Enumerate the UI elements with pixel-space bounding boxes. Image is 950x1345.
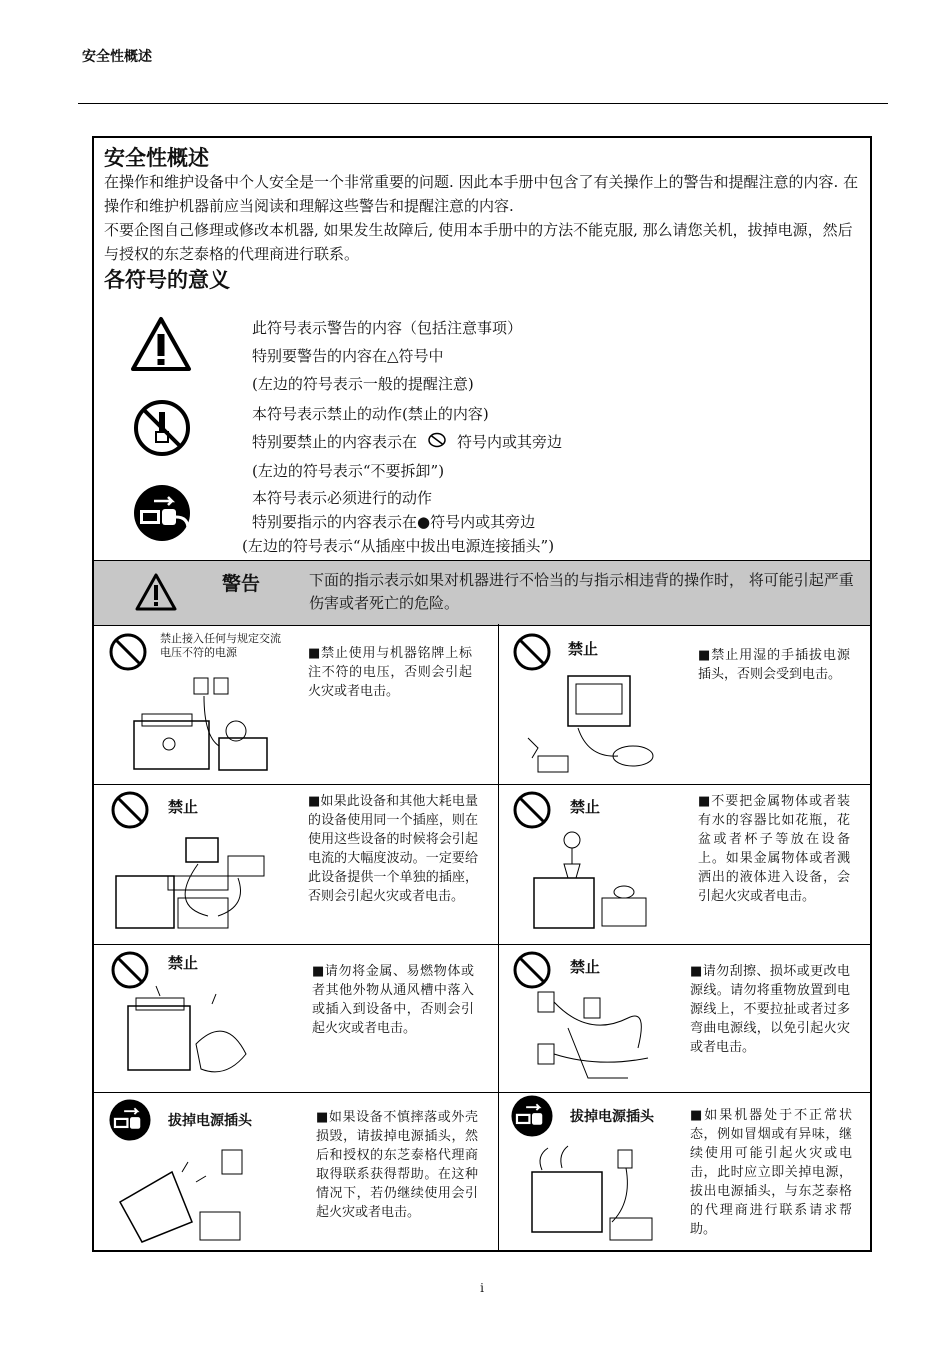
smoking-printer-illustration [522,1142,662,1246]
warning-cell-wrong-voltage [94,624,498,784]
vase-on-printer-illustration [524,830,654,934]
warning-bar-text: 下面的指示表示如果对机器进行不恰当的与指示相违背的操作时， 将可能引起严重伤害或者死亡的危险。 [309,571,854,612]
cell-description: ■请勿刮擦、损坏或更改电源线。请勿将重物放置到电源线上，不要拉扯或者过多弯曲电源线，以免引起火灾或者电击。 [690,964,850,1055]
unplug-icon [510,1094,554,1138]
cell-description: ■如果设备不慎摔落或外壳损毁，请拔掉电源插头，然后和授权的东芝泰格代理商取得联系获得帮助。在这种情况下，若仍继续使用会引起火灾或者电击。 [316,1110,478,1220]
cell-description: ■不要把金属物体或者装有水的容器比如花瓶，花盆或者杯子等放在设备上。如果金属物体或者溅洒出的液体进入设备，会引起火灾或者电击。 [698,794,850,904]
mandatory-symbol-text [242,486,555,558]
symbols-title: 各符号的意义 [104,267,230,292]
prohibit-line-2: 特别要禁止的内容表示在 符号内或其旁边 [252,428,562,457]
cell-label: 禁止接入任何与规定交流电压不符的电源 [160,632,281,659]
prohibition-icon [512,950,552,990]
header-rule [78,103,888,104]
warning-bar [94,560,870,626]
warning-bar-title: 警告 [222,573,261,595]
warning-cell-wet-hands [498,624,870,784]
cell-label: 拔掉电源插头 [168,1113,252,1129]
cell-description: ■如果此设备和其他大耗电量的设备使用同一个插座，则在使用这些设备的时候将会引起电流的大幅度波动。一定要给此设备提供一个单独的插座，否则会引起火灾或者电击。 [308,794,478,904]
printer-outlet-illustration [124,676,274,776]
cell-label: 拔掉电源插头 [570,1109,654,1125]
warning-cell-power-cord [498,944,870,1092]
prohibition-icon [110,790,150,830]
prohibit-small-icon [427,429,447,457]
cell-description: ■请勿将金属、易燃物体或者其他外物从通风槽中落入或插入到设备中，否则会引起火灾或者电击。 [312,964,474,1036]
warning-triangle-icon [130,316,192,372]
warning-line-3: (左边的符号表示一般的提醒注意) [252,375,474,393]
cell-label: 禁止 [570,798,601,816]
prohibit-symbol-text [252,400,562,485]
mandatory-line-1: 本符号表示必须进行的动作 [252,489,433,507]
intro-paragraph-2: 不要企图自己修理或修改本机器, 如果发生故障后, 使用本手册中的方法不能克服, 那么请您关机，拔掉电源，然后与授权的东芝泰格的代理商进行联系。 [104,221,853,263]
shared-outlet-illustration [108,836,278,936]
warning-symbol-text [252,314,522,398]
warning-bar-triangle-icon [134,572,178,612]
warning-cell-abnormal-state [498,1092,870,1252]
prohibit-line-1: 本符号表示禁止的动作(禁止的内容) [252,405,489,423]
running-header: 安全性概述 [82,49,152,65]
power-cord-illustration [528,988,658,1084]
cell-label: 禁止 [568,640,599,658]
warning-cell-shared-outlet [94,784,498,944]
safety-frame [92,136,872,1252]
dropped-device-illustration [112,1142,252,1246]
prohibition-icon [512,790,552,830]
warning-cell-dropped-device [94,1092,498,1252]
cell-label: 禁止 [168,954,199,972]
warning-line-1: 此符号表示警告的内容（包括注意事项） [252,319,523,337]
cell-description: ■如果机器处于不正常状态，例如冒烟或有异味，继续使用可能引起火灾或电击，此时应立即关掉电源，拔出电源插头，与东芝泰格的代理商进行联系请求帮助。 [690,1108,852,1237]
unplug-icon [108,1098,152,1142]
wet-hands-illustration [518,668,658,778]
no-disassembly-icon [132,398,192,458]
page-number: i [480,1281,484,1295]
prohibit-line-3: (左边的符号表示“不要拆卸”) [252,462,445,480]
mandatory-line-3: (左边的符号表示“从插座中拔出电源连接插头”) [242,537,555,555]
cell-description: ■禁止用湿的手插拔电源插头，否则会受到电击。 [698,648,850,682]
cell-label: 禁止 [168,798,199,816]
intro-paragraph-1: 在操作和维护设备中个人安全是一个非常重要的问题. 因此本手册中包含了有关操作上的警告和提醒注意的内容. 在操作和维护机器前应当阅读和理解这些警告和提醒注意的内容. [104,173,859,215]
section-title: 安全性概述 [104,145,209,170]
cell-description: ■禁止使用与机器铭牌上标注不符的电压，否则会引起火灾或者电击。 [308,646,472,699]
prohibition-icon [512,632,552,672]
warning-cell-liquids [498,784,870,944]
cell-label: 禁止 [570,958,601,976]
warning-cell-foreign-objects [94,944,498,1092]
warning-line-2: 特别要警告的内容在△符号中 [252,347,444,365]
prohibition-icon [108,632,148,672]
unplug-icon [132,483,192,543]
foreign-objects-illustration [116,984,256,1084]
mandatory-line-2: 特别要指示的内容表示在●符号内或其旁边 [252,513,536,531]
